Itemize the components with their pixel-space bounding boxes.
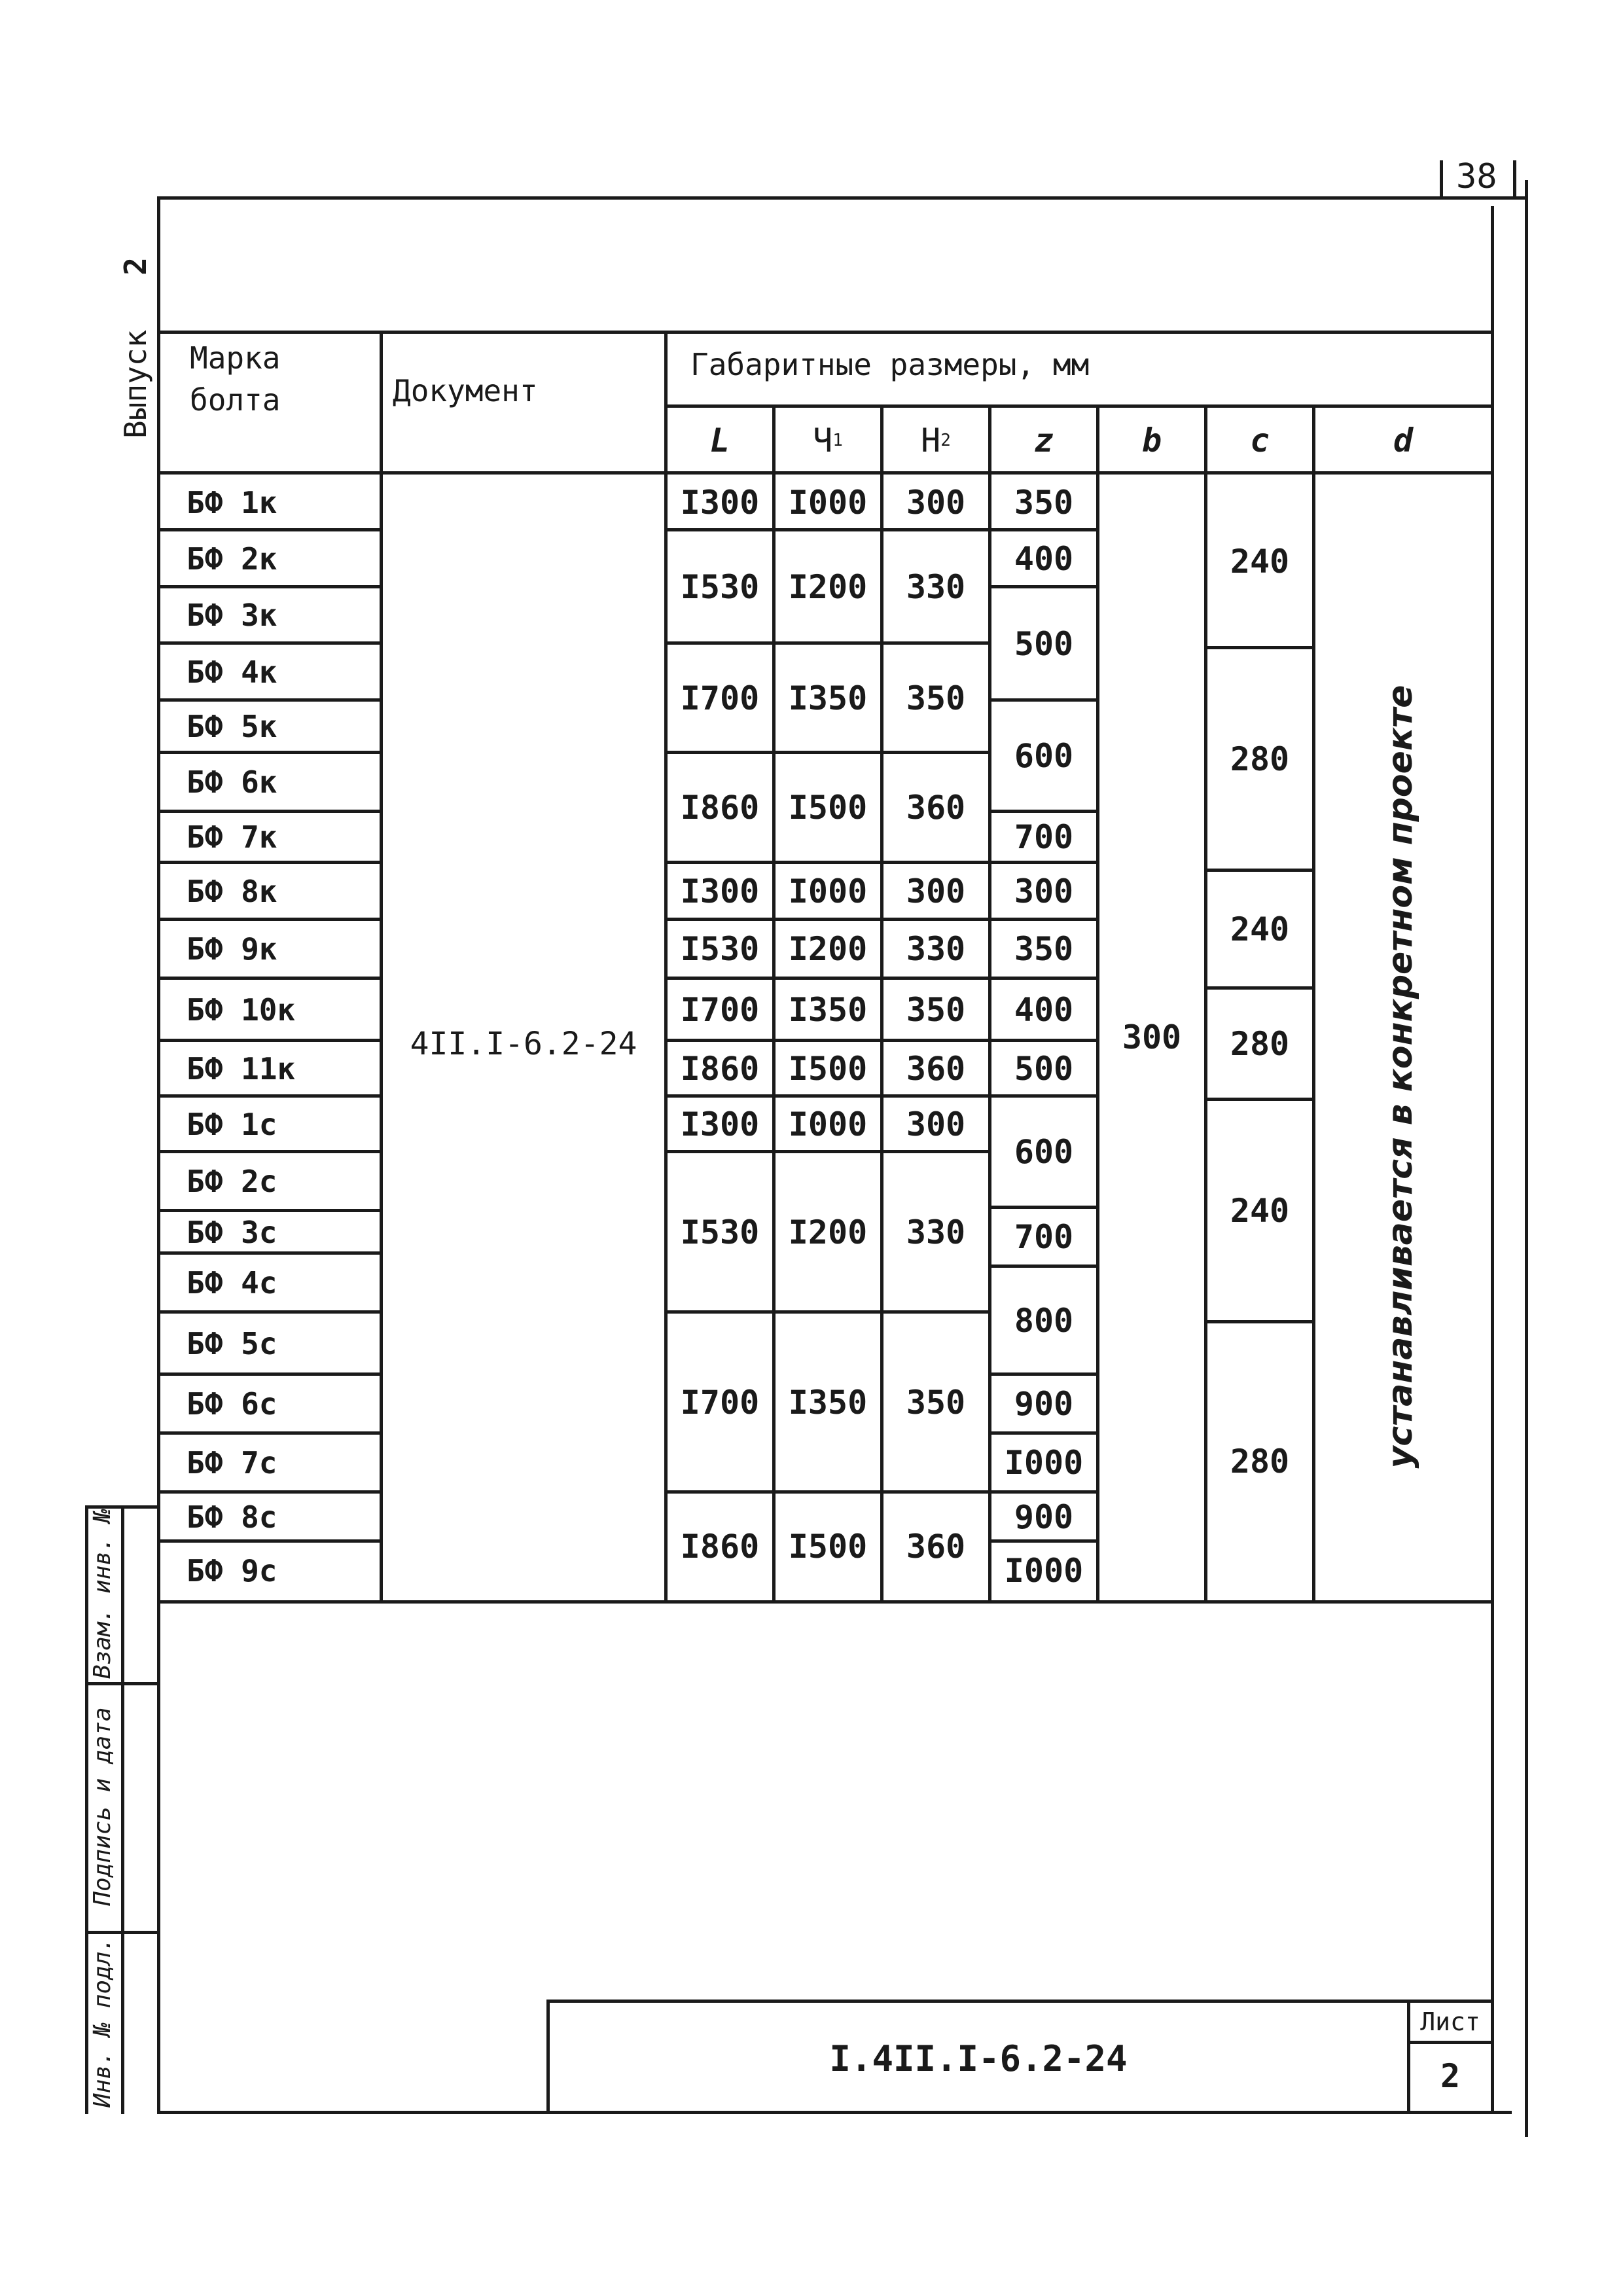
frame-right-outer (1525, 180, 1528, 2137)
header-col-d: d (1393, 421, 1414, 459)
mark-cell: БФ 6с (187, 1386, 277, 1422)
H2-cell: 330 (906, 567, 966, 606)
H2-cell: 350 (906, 679, 966, 717)
H1-cell: I200 (788, 1213, 868, 1251)
c-cell: 280 (1230, 740, 1290, 778)
title-block-code: I.4II.I-6.2-24 (829, 2037, 1128, 2079)
c-cell: 240 (1230, 542, 1290, 581)
z-cell: 700 (1014, 818, 1074, 856)
title-block-sheet-number: 2 (1440, 2057, 1461, 2095)
L-cell: I860 (680, 1527, 760, 1566)
H2-cell: 350 (906, 990, 966, 1029)
z-cell: 900 (1014, 1385, 1074, 1423)
header-col-b: b (1141, 421, 1162, 459)
header-col-H1: Ч 1 (813, 421, 843, 459)
mark-cell: БФ 7к (187, 819, 277, 855)
L-cell: I700 (680, 679, 760, 717)
frame-bottom (157, 2111, 1512, 2114)
mark-cell: БФ 11к (187, 1050, 296, 1086)
mark-cell: БФ 10к (187, 992, 296, 1028)
mark-cell: БФ 9к (187, 931, 277, 967)
L-cell: I700 (680, 1383, 760, 1422)
table-bottom (160, 1600, 1491, 1604)
L-cell: I530 (680, 567, 760, 606)
header-document: Документ (393, 373, 538, 408)
header-col-c: c (1249, 421, 1270, 459)
z-cell: I000 (1004, 1552, 1084, 1590)
z-cell: 350 (1014, 930, 1074, 968)
z-cell: I000 (1004, 1444, 1084, 1482)
table-top (160, 331, 1491, 334)
mark-cell: БФ 1к (187, 484, 277, 520)
H1-cell: I000 (788, 872, 868, 910)
title-block-top (546, 2000, 1492, 2003)
L-cell: I300 (680, 1105, 760, 1143)
issue-label: Выпуск 2 (118, 257, 153, 439)
H1-cell: I350 (788, 1383, 868, 1422)
L-cell: I700 (680, 990, 760, 1029)
stamp-sign-date: Подпись и дата (89, 1707, 116, 1906)
page-number: 38 (1456, 157, 1497, 196)
frame-top (157, 196, 1528, 200)
mark-cell: БФ 3к (187, 598, 277, 633)
z-cell: 350 (1014, 483, 1074, 522)
H1-cell: I200 (788, 930, 868, 968)
L-cell: I860 (680, 1049, 760, 1088)
c-cell: 280 (1230, 1442, 1290, 1480)
header-dimensions: Габаритные размеры, мм (690, 347, 1090, 382)
z-cell: 300 (1014, 872, 1074, 910)
mark-cell: БФ 8с (187, 1499, 277, 1535)
z-cell: 800 (1014, 1301, 1074, 1340)
H2-cell: 330 (906, 1213, 966, 1251)
mark-cell: БФ 2к (187, 541, 277, 577)
H2-cell: 330 (906, 930, 966, 968)
L-cell: I530 (680, 930, 760, 968)
H2-cell: 300 (906, 483, 966, 522)
L-cell: I300 (680, 872, 760, 910)
c-cell: 240 (1230, 1192, 1290, 1230)
H1-cell: I500 (788, 789, 868, 827)
page-number-divider-left (1440, 160, 1443, 200)
stamp-inv-no: Инв. № подл. (89, 1937, 116, 2108)
z-cell: 600 (1014, 737, 1074, 775)
title-block-sheet-label: Лист (1420, 2007, 1480, 2036)
mark-cell: БФ 4с (187, 1265, 277, 1300)
mark-cell: БФ 9с (187, 1553, 277, 1588)
header-col-L: L (709, 421, 730, 459)
H1-cell: I200 (788, 567, 868, 606)
H2-cell: 360 (906, 1049, 966, 1088)
mark-cell: БФ 3с (187, 1214, 277, 1250)
mark-cell: БФ 1с (187, 1106, 277, 1142)
H1-cell: I350 (788, 679, 868, 717)
mark-cell: БФ 2с (187, 1164, 277, 1199)
issue-number: 2 (118, 257, 153, 276)
z-cell: 600 (1014, 1133, 1074, 1171)
d-column-note: устанавливается в конкретном проекте (1381, 685, 1420, 1469)
H1-cell: I500 (788, 1049, 868, 1088)
mark-cell: БФ 4к (187, 654, 277, 690)
L-cell: I300 (680, 483, 760, 522)
H1-cell: I000 (788, 1105, 868, 1143)
L-cell: I860 (680, 789, 760, 827)
b-cell: 300 (1122, 1018, 1182, 1056)
H1-cell: I000 (788, 483, 868, 522)
page-number-divider-right (1513, 160, 1516, 200)
mark-cell: БФ 7с (187, 1445, 277, 1480)
z-cell: 900 (1014, 1498, 1074, 1536)
z-cell: 400 (1014, 990, 1074, 1029)
z-cell: 500 (1014, 624, 1074, 663)
c-cell: 240 (1230, 910, 1290, 948)
z-cell: 700 (1014, 1218, 1074, 1256)
header-col-z: z (1033, 421, 1054, 459)
header-mark: Марка болта (190, 340, 281, 418)
dim-subheader-line (664, 404, 1491, 408)
col-line-c (1312, 404, 1315, 1600)
frame-right (1491, 206, 1494, 2114)
z-cell: 400 (1014, 539, 1074, 578)
mark-cell: БФ 8к (187, 873, 277, 909)
mark-cell: БФ 6к (187, 764, 277, 800)
H2-cell: 360 (906, 789, 966, 827)
H2-cell: 350 (906, 1383, 966, 1422)
stamp-replace-inv: Взам. инв. № (89, 1508, 116, 1679)
mark-cell: БФ 5к (187, 709, 277, 744)
c-cell: 280 (1230, 1025, 1290, 1063)
stamp-col-mid (121, 1505, 124, 2114)
H1-cell: I350 (788, 990, 868, 1029)
document-value: 4II.I-6.2-24 (410, 1026, 637, 1062)
mark-cell: БФ 5с (187, 1325, 277, 1361)
H2-cell: 300 (906, 1105, 966, 1143)
z-cell: 500 (1014, 1049, 1074, 1088)
header-col-H2: Н 2 (921, 421, 951, 459)
H1-cell: I500 (788, 1527, 868, 1566)
col-line-mark (380, 331, 383, 1600)
L-cell: I530 (680, 1213, 760, 1251)
H2-cell: 300 (906, 872, 966, 910)
H2-cell: 360 (906, 1527, 966, 1566)
